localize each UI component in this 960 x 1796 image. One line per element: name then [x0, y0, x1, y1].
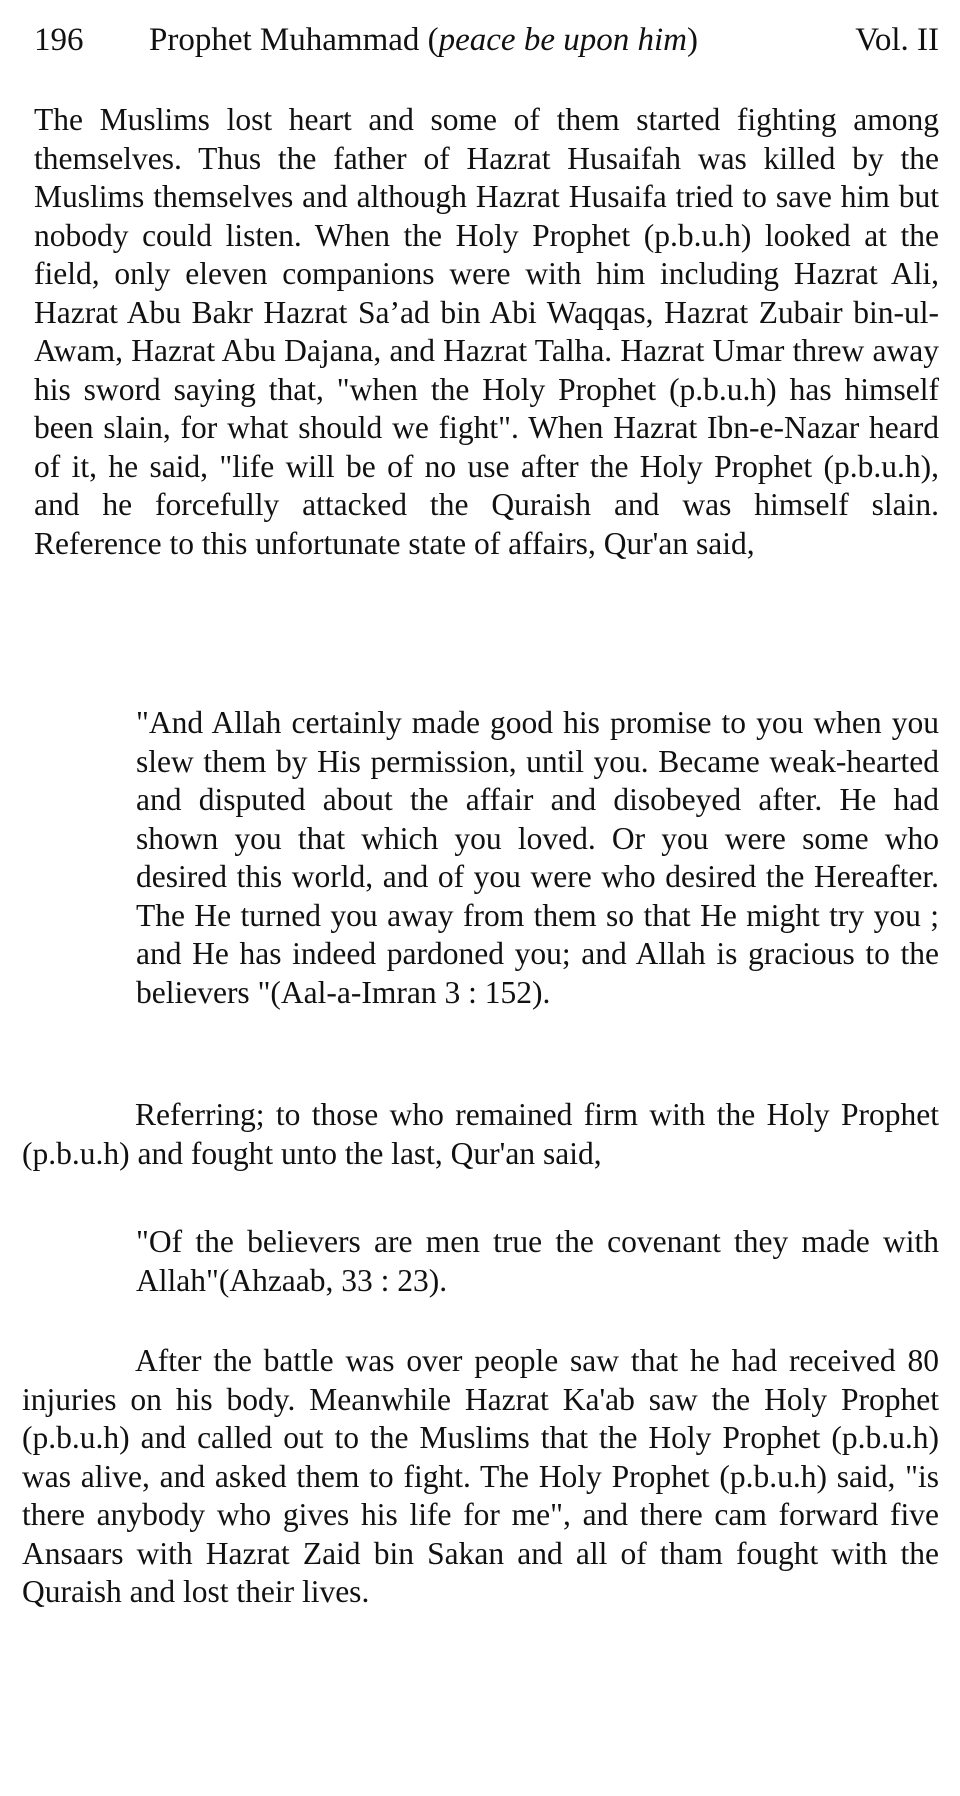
running-title-end: ) [686, 22, 698, 58]
running-title-italic: peace be upon him [438, 22, 687, 58]
body-paragraph: The Muslims lost heart and some of them started fighting among themselves. Thus the father of Hazrat Husaifah was killed by the Muslims themselves and although Hazrat Husaifa tried to save him but nobody could listen. When the Holy Prophet (p.b.u.h) looked at the field, only eleven companions were with him including Hazrat Ali, Hazrat Abu Bakr Hazrat Sa’ad bin Abi Waqqas, Hazrat Zubair bin-ul-Awam, Hazrat Abu Dajana, and Hazrat Talha. Hazrat Umar threw away his sword saying that, "when the Holy Prophet (p.b.u.h) has himself been slain, for what should we fight". When Hazrat Ibn-e-Nazar heard of it, he said, "life will be of no use after the Holy Prophet (p.b.u.h), and he forcefully attacked the Quraish and was himself slain. Reference to this unfortunate state of affairs, Qur'an said, [34, 102, 939, 561]
page-header [34, 18, 939, 62]
block-quote: "And Allah certainly made good his promise to you when you slew them by His permission, until you. Became weak-hearted and disputed about the affair and disobeyed after. He had shown you that which you loved. Or you were some who desired this world, and of you were who desired the Hereafter. The He turned you away from them so that He might try you ; and He has indeed pardoned you; and Allah is gracious to the believers "(Aal-a-Imran 3 : 152). [136, 705, 939, 1010]
body-paragraph: After the battle was over people saw that he had received 80 injuries on his body. Meanwhile Hazrat Ka'ab saw the Holy Prophet (p.b.u.h) and called out to the Muslims that the Holy Prophet (p.b.u.h) was alive, and asked them to fight. The Holy Prophet (p.b.u.h) said, "is there anybody who gives his life for me", and there cam forward five Ansaars with Hazrat Zaid bin Sakan and all of tham fought with the Quraish and lost their lives. [22, 1343, 939, 1609]
running-title [149, 18, 698, 62]
block-quote: "Of the believers are men true the covenant they made with Allah"(Ahzaab, 33 : 23). [136, 1224, 939, 1298]
body-paragraph: Referring; to those who remained firm with the Holy Prophet (p.b.u.h) and fought unto the last, Qur'an said, [22, 1097, 939, 1171]
running-title-main: Prophet Muhammad ( [149, 22, 439, 58]
page-number: 196 [34, 22, 84, 58]
volume-label: Vol. II [855, 22, 939, 58]
